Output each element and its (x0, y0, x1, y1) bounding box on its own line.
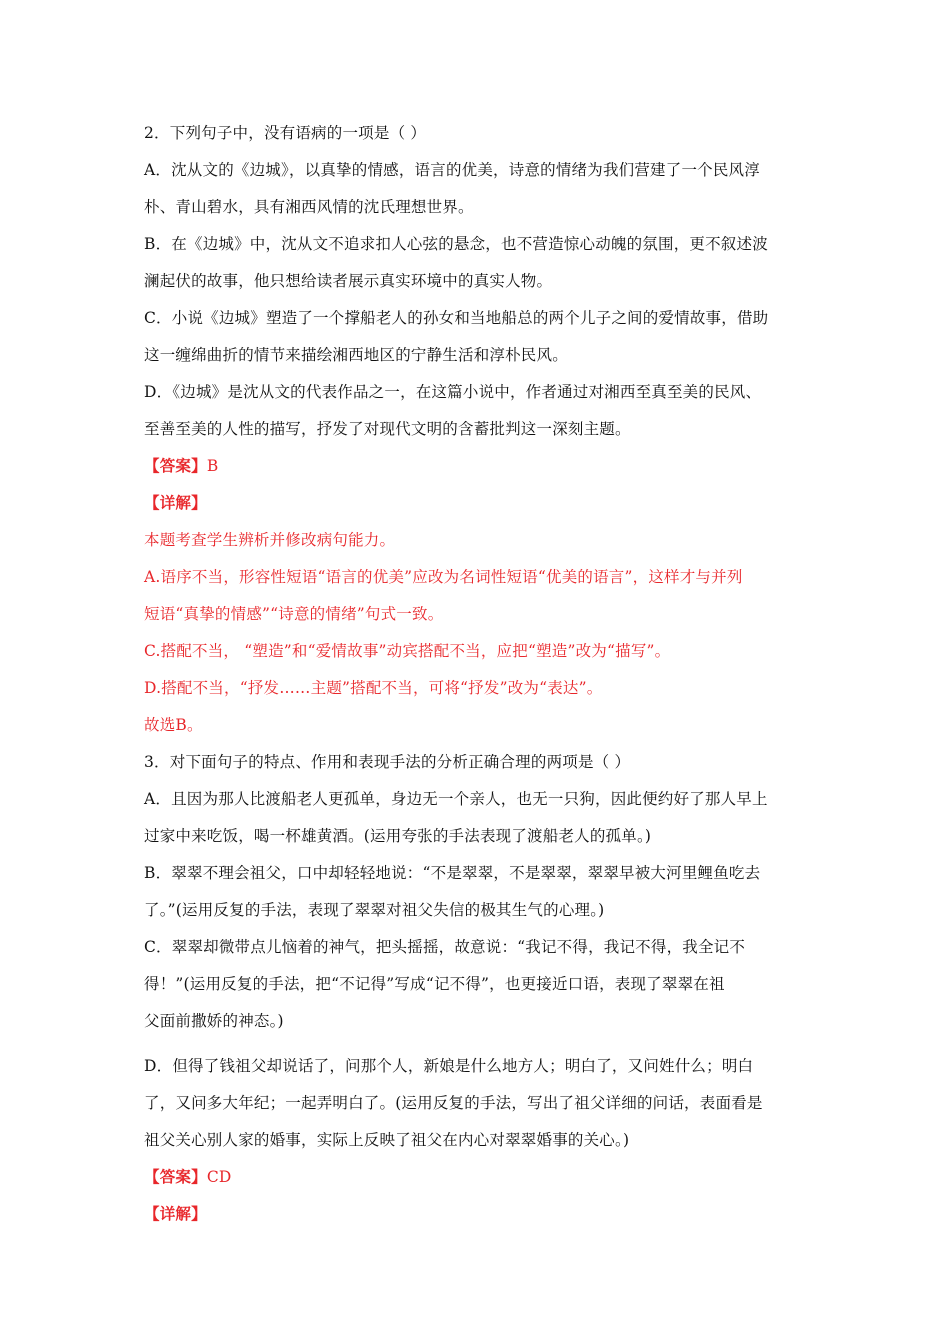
q2-option-d-line-2: 至善至美的人性的描写，抒发了对现代文明的含蓄批判这一深刻主题。 (144, 420, 631, 438)
q2-answer-value: B (206, 457, 219, 475)
q3-option-d-line-2: 了，又问多大年纪；一起弄明白了。(运用反复的手法，写出了祖父详细的问话，表面看是 (144, 1094, 763, 1112)
q2-option-d-line-1: D．《边城》是沈从文的代表作品之一，在这篇小说中，作者通过对湘西至真至美的民风、 (144, 383, 762, 401)
q2-stem: 2．下列句子中，没有语病的一项是（ ） (144, 124, 427, 142)
q3-option-a-line-1: A．且因为那人比渡船老人更孤单，身边无一个亲人，也无一只狗，因此便约好了那人早上 (144, 790, 768, 808)
q2-option-c-line-1: C．小说《边城》塑造了一个撑船老人的孙女和当地船总的两个儿子之间的爱情故事，借助 (144, 309, 769, 327)
q3-answer (144, 1166, 814, 1188)
q3-answer-value: CD (206, 1168, 232, 1186)
q3-option-d-line-1: D．但得了钱祖父却说话了，问那个人，新娘是什么地方人；明白了，又问姓什么；明白 (144, 1057, 754, 1075)
q2-explain-line-1: 本题考查学生辨析并修改病句能力。 (144, 531, 396, 549)
q3-answer-label: 【答案】 (144, 1167, 207, 1186)
q3-option-b-line-2: 了。”(运用反复的手法，表现了翠翠对祖父失信的极其生气的心理。) (144, 901, 605, 919)
q2-option-b-line-2: 澜起伏的故事，他只想给读者展示真实环境中的真实人物。 (144, 272, 553, 290)
q3-option-c-line-3: 父面前撒娇的神态。) (144, 1012, 284, 1030)
q3-option-b-line-1: B．翠翠不理会祖父，口中却轻轻地说：“不是翠翠，不是翠翠，翠翠早被大河里鲤鱼吃去 (144, 864, 761, 882)
q2-option-a-line-1: A．沈从文的《边城》，以真挚的情感，语言的优美，诗意的情绪为我们营建了一个民风淳 (144, 161, 760, 179)
q3-option-a-line-2: 过家中来吃饭，喝一杯雄黄酒。(运用夸张的手法表现了渡船老人的孤单。) (144, 827, 652, 845)
q3-stem: 3．对下面句子的特点、作用和表现手法的分析正确合理的两项是（ ） (144, 753, 631, 771)
q2-explain-line-4: C.搭配不当， “塑造”和“爱情故事”动宾搭配不当，应把“塑造”改为“描写”。 (144, 642, 671, 660)
q2-explain-label: 【详解】 (144, 493, 207, 512)
q3-explain-label: 【详解】 (144, 1204, 207, 1223)
q2-answer-label: 【答案】 (144, 456, 207, 475)
q2-explain-line-6: 故选B。 (144, 716, 203, 734)
q3-option-d-line-3: 祖父关心别人家的婚事，实际上反映了祖父在内心对翠翠婚事的关心。) (144, 1131, 630, 1149)
q2-explain-line-3: 短语“真挚的情感”“诗意的情绪”句式一致。 (144, 605, 444, 623)
q2-option-c-line-2: 这一缠绵曲折的情节来描绘湘西地区的宁静生活和淳朴民风。 (144, 346, 568, 364)
q2-option-b-line-1: B．在《边城》中，沈从文不追求扣人心弦的悬念，也不营造惊心动魄的氛围，更不叙述波 (144, 235, 768, 253)
q3-option-c-line-1: C．翠翠却微带点儿恼着的神气，把头摇摇，故意说：“我记不得，我记不得，我全记不 (144, 938, 746, 956)
q2-explain-line-2: A.语序不当，形容性短语“语言的优美”应改为名词性短语“优美的语言”，这样才与并列 (144, 568, 743, 586)
q3-option-c-line-2: 得！”(运用反复的手法，把“不记得”写成“记不得”，也更接近口语，表现了翠翠在祖 (144, 975, 725, 993)
q2-answer (144, 455, 814, 477)
q2-option-a-line-2: 朴、青山碧水，具有湘西风情的沈氏理想世界。 (144, 198, 474, 216)
q2-explain-line-5: D.搭配不当，“抒发……主题”搭配不当，可将“抒发”改为“表达”。 (144, 679, 603, 697)
